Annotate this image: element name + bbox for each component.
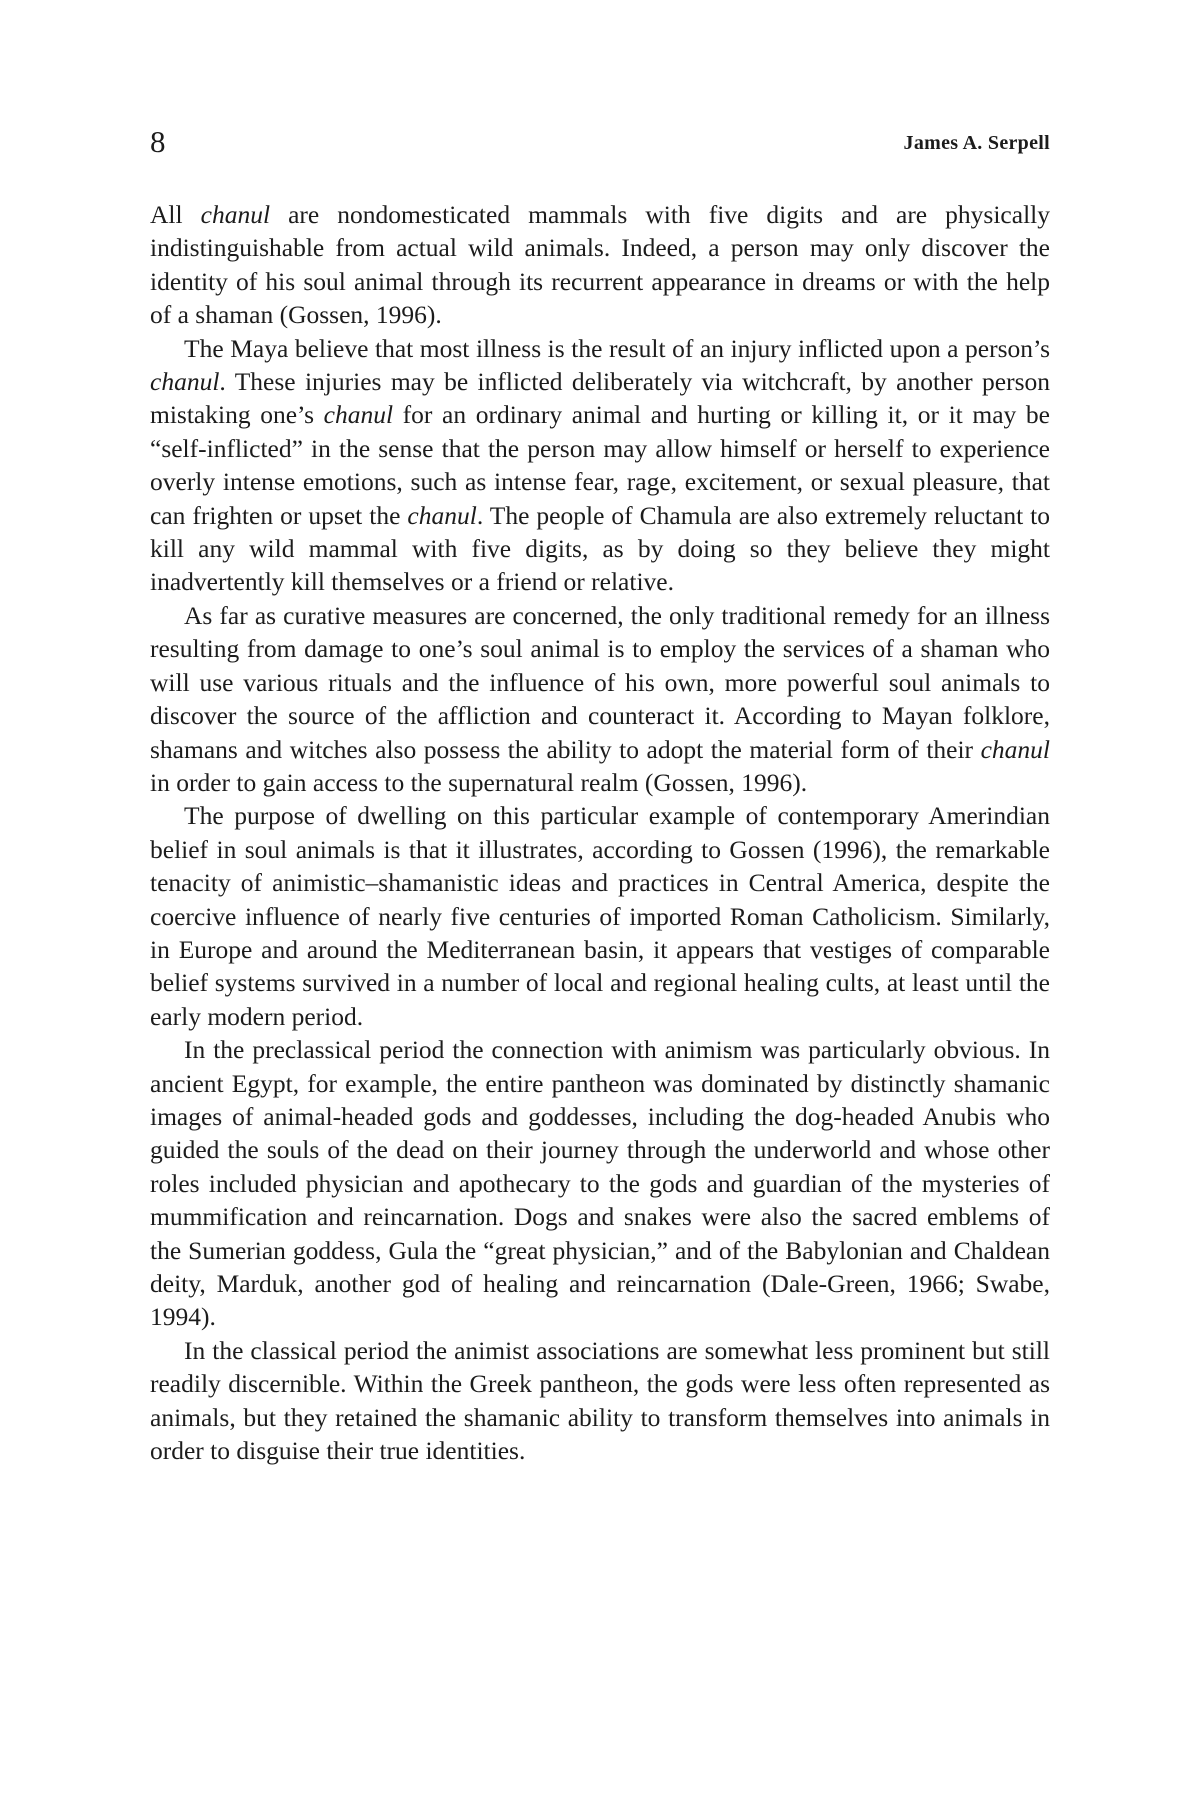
paragraph-5: In the preclassical period the connection with animism was particularly obvious. In ancient Egypt, for example, the entire pantheon was dominated by distinctly shamanic images of animal-headed gods and goddesses, including the dog-headed Anubis who guided the souls of the dead on their journey through the underworld and whose other roles included physician and apothecary to the gods and guardian of the mysteries of mummification and reincarnation. Dogs and snakes were also the sacred emblems of the Sumerian goddess, Gula the “great physician,” and of the Babylonian and Chaldean deity, Marduk, another god of healing and reincarnation (Dale-Green, 1966; Swabe, 1994). xyxy=(150,1035,1050,1332)
paragraph-4: The purpose of dwelling on this particular example of contemporary Amerindian belief in soul animals is that it illustrates, according to Gossen (1996), the remarkable tenacity of animistic–shamanistic ideas and practices in Central America, despite the coercive influence of nearly five centuries of imported Roman Catholicism. Similarly, in Europe and around the Mediterranean basin, it appears that vestiges of comparable belief systems survived in a number of local and regional healing cults, at least until the early modern period. xyxy=(150,801,1050,1031)
paragraph-6: In the classical period the animist associations are somewhat less prominent but still readily discernible. Within the Greek pantheon, the gods were less often represented as animals, but they retained the shamanic ability to transform themselves into animals in order to disguise their true identities. xyxy=(150,1335,1050,1466)
page-number: 8 xyxy=(150,124,166,159)
italic-term: chanul xyxy=(323,400,394,430)
paragraph-3: As far as curative measures are concerned, the only traditional remedy for an illness resulting from damage to one’s soul animal is to employ the services of a shaman who will use various rituals and the influence of his own, more powerful soul animals to discover the source of the affliction and counteract it. According to Mayan folklore, shamans and witches also possess the ability to adopt the material form of their chanul in order to gain access to the supernatural realm (Gossen, 1996). xyxy=(150,600,1050,797)
paragraph-1: All chanul are nondomesticated mammals with five digits and are physically indistinguishable from actual wild animals. Indeed, a person may only discover the identity of his soul animal through its recurrent appearance in dreams or with the help of a shaman (Gossen, 1996). xyxy=(150,200,1050,330)
running-head-author: James A. Serpell xyxy=(903,132,1050,154)
body-text xyxy=(150,198,1050,1467)
italic-term: chanul xyxy=(150,367,220,397)
italic-term: chanul xyxy=(980,734,1050,764)
italic-term: chanul xyxy=(407,500,477,530)
italic-term: chanul xyxy=(200,200,271,229)
running-head xyxy=(150,122,1050,162)
book-page xyxy=(150,0,1050,1800)
paragraph-2: The Maya believe that most illness is the result of an injury inflicted upon a person’s chanul. These injuries may be inflicted deliberately via witchcraft, by another person mistaking one’s chanul for an ordinary animal and hurting or killing it, or it may be “self-inflicted” in the sense that the person may allow himself or herself to experience overly intense emotions, such as intense fear, rage, excitement, or sexual pleasure, that can frighten or upset the chanul. The people of Chamula are also extremely reluctant to kill any wild mammal with five digits, as by doing so they believe they might inadvertently kill themselves or a friend or relative. xyxy=(150,333,1051,597)
